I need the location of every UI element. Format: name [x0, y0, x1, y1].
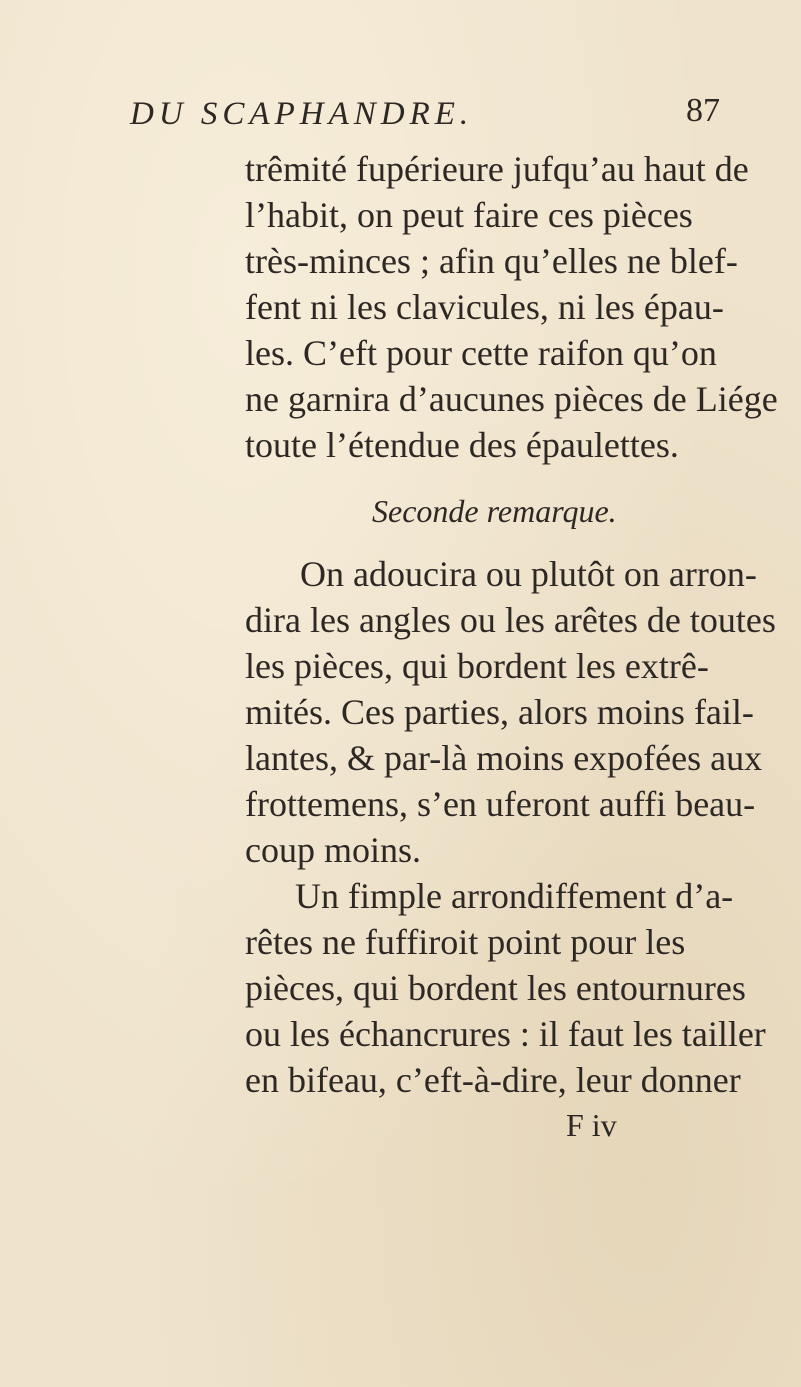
running-head-title: DU SCAPHANDRE.	[130, 96, 474, 132]
text-line: ne garnira d’aucunes pièces de Liége	[245, 379, 778, 419]
text-line: frottemens, s’en uferont auffi beau-	[245, 784, 756, 824]
text-line: coup moins.	[245, 830, 421, 870]
section-heading: Seconde remarque.	[372, 493, 617, 529]
text-line: trêmité fupérieure jufqu’au haut de	[245, 149, 749, 189]
text-line: On adoucira ou plutôt on arron-	[300, 554, 757, 594]
text-line: ou les échancrures : il faut les tailler	[245, 1014, 766, 1054]
text-line: en bifeau, c’eft-à-dire, leur donner	[245, 1060, 741, 1100]
text-line: pièces, qui bordent les entournures	[245, 968, 746, 1008]
text-line: fent ni les clavicules, ni les épau-	[245, 287, 724, 327]
text-line: rêtes ne fuffiroit point pour les	[245, 922, 686, 962]
running-head	[90, 92, 720, 146]
text-line: toute l’étendue des épaulettes.	[245, 425, 679, 465]
text-line: Un fimple arrondiffement d’a-	[295, 876, 734, 916]
text-line: lantes, & par-là moins expofées aux	[245, 738, 763, 778]
text-line: l’habit, on peut faire ces pièces	[245, 195, 693, 235]
signature-mark: F iv	[566, 1107, 617, 1143]
text-line: mités. Ces parties, alors moins fail-	[245, 692, 754, 732]
text-line: très-minces ; afin qu’elles ne blef-	[245, 241, 738, 281]
text-line: dira les angles ou les arêtes de toutes	[245, 600, 776, 640]
text-line: les. C’eft pour cette raifon qu’on	[245, 333, 717, 373]
text-line: les pièces, qui bordent les extrê-	[245, 646, 709, 686]
page-number: 87	[686, 92, 720, 129]
